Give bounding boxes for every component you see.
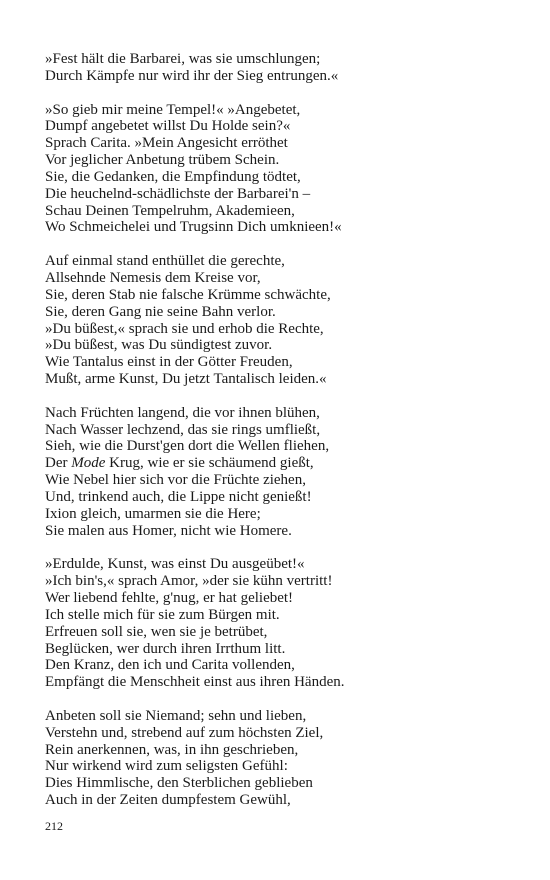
verse-line: Ich stelle mich für sie zum Bürgen mit. [45, 606, 280, 623]
verse-line: Verstehn und, strebend auf zum höchsten Ziel, [45, 724, 324, 741]
verse-line: »Du büßest, was Du sündigtest zuvor. [45, 337, 273, 354]
verse-line: Wie Tantalus einst in der Götter Freuden, [45, 354, 293, 371]
verse-line: »Erdulde, Kunst, was einst Du ausgeübet!« [45, 556, 305, 573]
verse-line: Vor jeglicher Anbetung trübem Schein. [45, 152, 280, 169]
stanza-3 [45, 253, 525, 388]
verse-line: Dies Himmlische, den Sterblichen geblieben [45, 775, 313, 792]
poem-text [45, 51, 525, 826]
page-number: 212 [45, 819, 63, 833]
verse-line: Nur wirkend wird zum seligsten Gefühl: [45, 758, 288, 775]
verse-line: Mußt, arme Kunst, Du jetzt Tantalisch leiden.« [45, 371, 327, 388]
stanza-4 [45, 405, 525, 540]
verse-line: Der Mode Krug, wie er sie schäumend gießt, [45, 455, 314, 472]
verse-line: Ixion gleich, umarmen sie die Here; [45, 505, 261, 522]
stanza-2 [45, 102, 525, 237]
stanza-6 [45, 708, 525, 809]
verse-line: Nach Wasser lechzend, das sie rings umfließt, [45, 421, 321, 438]
verse-line: Und, trinkend auch, die Lippe nicht genießt! [45, 488, 312, 505]
verse-line: Durch Kämpfe nur wird ihr der Sieg entrungen.« [45, 67, 339, 84]
verse-line: Sieh, wie die Durst'gen dort die Wellen fliehen, [45, 438, 330, 455]
stanza-5 [45, 556, 525, 691]
verse-line: Den Kranz, den ich und Carita vollenden, [45, 657, 295, 674]
verse-line: »So gieb mir meine Tempel!« »Angebetet, [45, 101, 301, 118]
verse-line: Auf einmal stand enthüllet die gerechte, [45, 253, 285, 270]
verse-line: Erfreuen soll sie, wen sie je betrübet, [45, 623, 268, 640]
stanza-1 [45, 51, 525, 85]
verse-line: Anbeten soll sie Niemand; sehn und lieben, [45, 707, 307, 724]
verse-line: Sie, deren Gang nie seine Bahn verlor. [45, 303, 276, 320]
verse-line: Wie Nebel hier sich vor die Früchte ziehen, [45, 472, 306, 489]
verse-line: Dumpf angebetet willst Du Holde sein?« [45, 118, 291, 135]
verse-line: »Du büßest,« sprach sie und erhob die Rechte, [45, 320, 324, 337]
verse-line: Auch in der Zeiten dumpfestem Gewühl, [45, 792, 291, 809]
verse-line: Sie, die Gedanken, die Empfindung tödtet, [45, 168, 301, 185]
verse-line: Nach Früchten langend, die vor ihnen blühen, [45, 404, 320, 421]
verse-line: Beglücken, wer durch ihren Irrthum litt. [45, 640, 286, 657]
verse-line: Allsehnde Nemesis dem Kreise vor, [45, 269, 261, 286]
verse-line: Sie, deren Stab nie falsche Krümme schwächte, [45, 286, 331, 303]
verse-line: Rein anerkennen, was, in ihn geschrieben, [45, 741, 299, 758]
emphasis: Mode [71, 455, 106, 472]
verse-line: »Ich bin's,« sprach Amor, »der sie kühn vertritt! [45, 573, 333, 590]
verse-line: Sprach Carita. »Mein Angesicht erröthet [45, 135, 288, 152]
verse-line: Die heuchelnd-schädlichste der Barbarei'n – [45, 185, 311, 202]
verse-line: »Fest hält die Barbarei, was sie umschlungen; [45, 51, 321, 67]
verse-line: Wo Schmeichelei und Trugsinn Dich umknieen!« [45, 219, 342, 236]
verse-line: Empfängt die Menschheit einst aus ihren Händen. [45, 674, 345, 691]
verse-line: Wer liebend fehlte, g'nug, er hat geliebet! [45, 590, 294, 606]
verse-line: Sie malen aus Homer, nicht wie Homere. [45, 522, 292, 539]
verse-line: Schau Deinen Tempelruhm, Akademieen, [45, 202, 295, 219]
